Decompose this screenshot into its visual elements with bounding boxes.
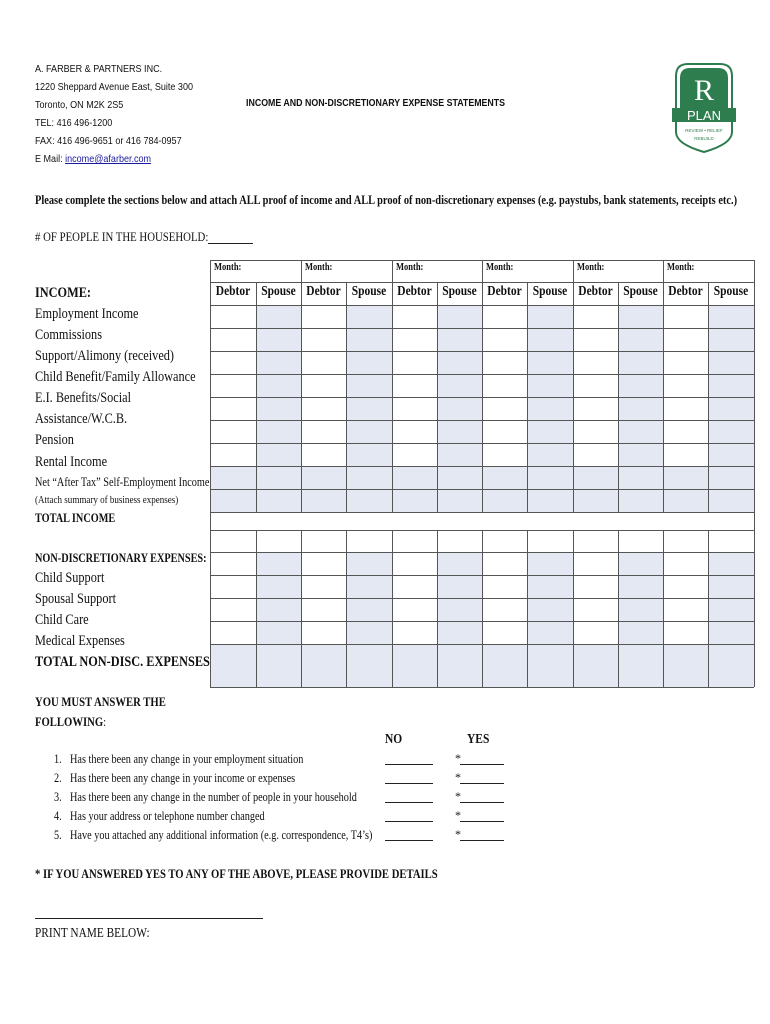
spouse-cell[interactable] (256, 443, 301, 466)
grid-horizontal-line (210, 397, 754, 398)
company-email-row (35, 150, 193, 168)
spouse-cell[interactable] (618, 443, 663, 466)
logo-tagline-1: REVIEW • RELIEF (685, 128, 723, 133)
question-text: Have you attached any additional information (e.g. correspondence, T4’s) (70, 828, 373, 842)
grid-horizontal-line (210, 621, 754, 622)
grid-horizontal-line (210, 644, 754, 645)
month-label: Month: (214, 262, 242, 273)
spouse-cell[interactable] (618, 374, 663, 397)
question-number: 1. (54, 752, 62, 766)
email-label: E Mail: (35, 153, 66, 165)
month-field[interactable] (703, 262, 750, 280)
question-number: 3. (54, 790, 62, 804)
expense-row-label: Child Care (35, 612, 89, 628)
grid-vertical-line (256, 282, 257, 687)
spouse-cell[interactable] (346, 397, 392, 420)
month-label: Month: (577, 262, 605, 273)
company-header (35, 60, 193, 168)
spouse-cell[interactable] (527, 598, 573, 621)
instructions: Please complete the sections below and attach ALL proof of income and ALL proof of non-discretionary expenses (e.g. paystubs, bank statements, receipts etc.) (35, 192, 738, 207)
spouse-cell[interactable] (618, 351, 663, 374)
company-address-line-2: Toronto, ON M2K 2S5 (35, 99, 124, 111)
spouse-cell[interactable] (437, 351, 482, 374)
logo-tagline-2: REBUILD (694, 136, 714, 141)
total-expenses-label: TOTAL NON-DISC. EXPENSES (35, 654, 210, 670)
spouse-cell[interactable] (618, 305, 663, 328)
print-name-field[interactable] (35, 918, 263, 919)
spouse-cell[interactable] (437, 443, 482, 466)
spouse-cell[interactable] (256, 621, 301, 644)
debtor-column-header: Debtor (487, 284, 522, 299)
spouse-cell[interactable] (256, 351, 301, 374)
print-name-label: PRINT NAME BELOW: (35, 925, 150, 940)
household-count-field[interactable] (208, 243, 253, 244)
company-telephone: TEL: 416 496-1200 (35, 117, 113, 129)
income-row-label: Support/Alimony (received) (35, 348, 175, 364)
month-label: Month: (396, 262, 424, 273)
spouse-cell[interactable] (708, 598, 754, 621)
income-row-label: Commissions (35, 327, 102, 343)
grid-horizontal-line (210, 575, 754, 576)
spouse-cell[interactable] (618, 420, 663, 443)
spouse-cell[interactable] (256, 397, 301, 420)
spouse-cell[interactable] (708, 351, 754, 374)
provide-details-note: * IF YOU ANSWERED YES TO ANY OF THE ABOVE, PLEASE PROVIDE DETAILS (35, 866, 438, 881)
spouse-cell[interactable] (527, 374, 573, 397)
no-answer-field[interactable] (385, 764, 433, 765)
spouse-cell[interactable] (437, 552, 482, 575)
no-column-header: NO (385, 732, 403, 747)
spouse-cell[interactable] (708, 575, 754, 598)
grid-vertical-line (437, 282, 438, 687)
spouse-cell[interactable] (256, 374, 301, 397)
spouse-cell[interactable] (708, 305, 754, 328)
grid-horizontal-line (210, 374, 754, 375)
no-answer-field[interactable] (385, 840, 433, 841)
spacer-band (211, 513, 753, 530)
spouse-column-header: Spouse (261, 284, 296, 299)
grid-horizontal-line (210, 351, 754, 352)
questions-heading (35, 692, 166, 732)
month-field[interactable] (341, 262, 388, 280)
spouse-cell[interactable] (256, 305, 301, 328)
yes-column-header: YES (467, 732, 490, 747)
question-number: 2. (54, 771, 62, 785)
self-employment-label: Net “After Tax” Self-Employment Income (35, 475, 210, 489)
spouse-cell[interactable] (437, 328, 482, 351)
month-label: Month: (667, 262, 695, 273)
income-heading: INCOME: (35, 285, 92, 301)
grid-horizontal-line (210, 305, 754, 306)
spouse-cell[interactable] (346, 374, 392, 397)
yes-asterisk: * (455, 808, 461, 822)
spouse-cell[interactable] (527, 397, 573, 420)
income-row-label: Rental Income (35, 454, 108, 470)
spouse-cell[interactable] (527, 443, 573, 466)
yes-answer-field[interactable] (460, 783, 504, 784)
income-row-label: Assistance/W.C.B. (35, 411, 128, 427)
no-answer-field[interactable] (385, 821, 433, 822)
spouse-column-header: Spouse (713, 284, 749, 299)
spouse-cell[interactable] (708, 374, 754, 397)
spouse-cell[interactable] (256, 552, 301, 575)
grid-vertical-line (392, 260, 393, 687)
grid-vertical-line (210, 260, 211, 687)
spouse-cell[interactable] (437, 374, 482, 397)
spouse-cell[interactable] (708, 397, 754, 420)
spouse-cell[interactable] (256, 420, 301, 443)
yes-answer-field[interactable] (460, 764, 504, 765)
grid-vertical-line (754, 260, 755, 687)
spouse-cell[interactable] (346, 443, 392, 466)
household-label: # OF PEOPLE IN THE HOUSEHOLD: (35, 229, 209, 244)
spouse-cell[interactable] (437, 621, 482, 644)
spouse-cell[interactable] (527, 420, 573, 443)
spouse-cell[interactable] (527, 305, 573, 328)
spouse-cell[interactable] (346, 575, 392, 598)
spouse-cell[interactable] (437, 397, 482, 420)
questions-heading-line-2-row (35, 712, 166, 732)
spouse-cell[interactable] (708, 621, 754, 644)
month-label: Month: (486, 262, 514, 273)
company-address-line-1: 1220 Sheppard Avenue East, Suite 300 (35, 81, 193, 93)
document-title: INCOME AND NON-DISCRETIONARY EXPENSE STATEMENTS (246, 97, 506, 109)
debtor-column-header: Debtor (668, 284, 703, 299)
debtor-column-header: Debtor (215, 284, 251, 299)
spouse-column-header: Spouse (442, 284, 477, 299)
yes-asterisk: * (455, 751, 461, 765)
expense-row-label: Medical Expenses (35, 633, 125, 649)
grid-horizontal-line (210, 420, 754, 421)
no-answer-field[interactable] (385, 802, 433, 803)
yes-answer-field[interactable] (460, 840, 504, 841)
spouse-cell[interactable] (708, 552, 754, 575)
spouse-cell[interactable] (437, 305, 482, 328)
income-expense-grid (210, 260, 754, 687)
yes-asterisk: * (455, 789, 461, 803)
grid-horizontal-line (210, 489, 754, 490)
spouse-cell[interactable] (346, 552, 392, 575)
grid-horizontal-line (210, 260, 754, 261)
yes-answer-field[interactable] (460, 802, 504, 803)
question-text: Has there been any change in your employment situation (70, 752, 304, 766)
grid-vertical-line (346, 282, 347, 687)
questions-heading-colon: : (103, 714, 107, 729)
spouse-cell[interactable] (256, 328, 301, 351)
expense-row-label: Child Support (35, 570, 105, 586)
questions-heading-line-1: YOU MUST ANSWER THE (35, 694, 166, 709)
logo-word: PLAN (687, 108, 721, 123)
spouse-cell[interactable] (708, 328, 754, 351)
question-text: Has there been any change in the number of people in your household (70, 790, 357, 804)
spouse-cell[interactable] (346, 305, 392, 328)
debtor-column-header: Debtor (397, 284, 432, 299)
expenses-heading: NON-DISCRETIONARY EXPENSES: (35, 551, 207, 565)
spouse-cell[interactable] (618, 397, 663, 420)
grid-vertical-line (527, 282, 528, 687)
spouse-cell[interactable] (256, 598, 301, 621)
spouse-cell[interactable] (527, 621, 573, 644)
yes-answer-field[interactable] (460, 821, 504, 822)
grid-vertical-line (663, 260, 664, 687)
grid-vertical-line (482, 260, 483, 687)
grid-horizontal-line (210, 282, 754, 283)
grid-horizontal-line (210, 530, 754, 531)
grid-horizontal-line (210, 687, 754, 688)
question-text: Has there been any change in your income or expenses (70, 771, 296, 785)
month-field[interactable] (522, 262, 569, 280)
email-link[interactable]: income@afarber.com (65, 153, 152, 165)
debtor-column-header: Debtor (306, 284, 341, 299)
spouse-cell[interactable] (346, 420, 392, 443)
income-row-label: E.I. Benefits/Social (35, 390, 131, 406)
no-answer-field[interactable] (385, 783, 433, 784)
grid-vertical-line (618, 282, 619, 687)
yes-asterisk: * (455, 827, 461, 841)
spouse-cell[interactable] (527, 552, 573, 575)
month-field[interactable] (250, 262, 297, 280)
spouse-column-header: Spouse (623, 284, 658, 299)
spouse-cell[interactable] (708, 443, 754, 466)
spouse-cell[interactable] (437, 598, 482, 621)
spouse-cell[interactable] (618, 598, 663, 621)
logo-letter: R (693, 74, 715, 107)
spouse-cell[interactable] (346, 621, 392, 644)
month-field[interactable] (432, 262, 478, 280)
spouse-column-header: Spouse (532, 284, 568, 299)
spouse-cell[interactable] (437, 420, 482, 443)
self-employment-note: (Attach summary of business expenses) (35, 494, 179, 506)
spouse-cell[interactable] (618, 328, 663, 351)
spouse-cell[interactable] (527, 328, 573, 351)
company-name: A. FARBER & PARTNERS INC. (35, 63, 163, 75)
grid-horizontal-line (210, 512, 754, 513)
grid-horizontal-line (210, 598, 754, 599)
spouse-cell[interactable] (346, 328, 392, 351)
total-income-label: TOTAL INCOME (35, 511, 116, 525)
grid-vertical-line (708, 282, 709, 687)
income-row-label: Pension (35, 432, 74, 448)
spouse-cell[interactable] (256, 575, 301, 598)
grid-horizontal-line (210, 466, 754, 467)
spouse-cell[interactable] (527, 351, 573, 374)
spouse-column-header: Spouse (351, 284, 387, 299)
month-label: Month: (305, 262, 333, 273)
grid-horizontal-line (210, 443, 754, 444)
r-plan-logo (670, 62, 738, 154)
income-row-label: Child Benefit/Family Allowance (35, 369, 196, 385)
questions-heading-line-2: FOLLOWING (35, 714, 104, 729)
grid-vertical-line (573, 260, 574, 687)
company-fax: FAX: 416 496-9651 or 416 784-0957 (35, 135, 182, 147)
spouse-cell[interactable] (346, 351, 392, 374)
month-field[interactable] (613, 262, 659, 280)
spouse-cell[interactable] (618, 575, 663, 598)
question-text: Has your address or telephone number changed (70, 809, 265, 823)
spouse-cell[interactable] (346, 598, 392, 621)
debtor-column-header: Debtor (578, 284, 613, 299)
spouse-cell[interactable] (437, 575, 482, 598)
income-row-label: Employment Income (35, 306, 139, 322)
spouse-cell[interactable] (618, 552, 663, 575)
yes-asterisk: * (455, 770, 461, 784)
question-number: 4. (54, 809, 62, 823)
question-number: 5. (54, 828, 62, 842)
grid-horizontal-line (210, 328, 754, 329)
grid-vertical-line (301, 260, 302, 687)
spouse-cell[interactable] (618, 621, 663, 644)
expense-row-label: Spousal Support (35, 591, 116, 607)
spouse-cell[interactable] (708, 420, 754, 443)
grid-horizontal-line (210, 552, 754, 553)
spouse-cell[interactable] (527, 575, 573, 598)
